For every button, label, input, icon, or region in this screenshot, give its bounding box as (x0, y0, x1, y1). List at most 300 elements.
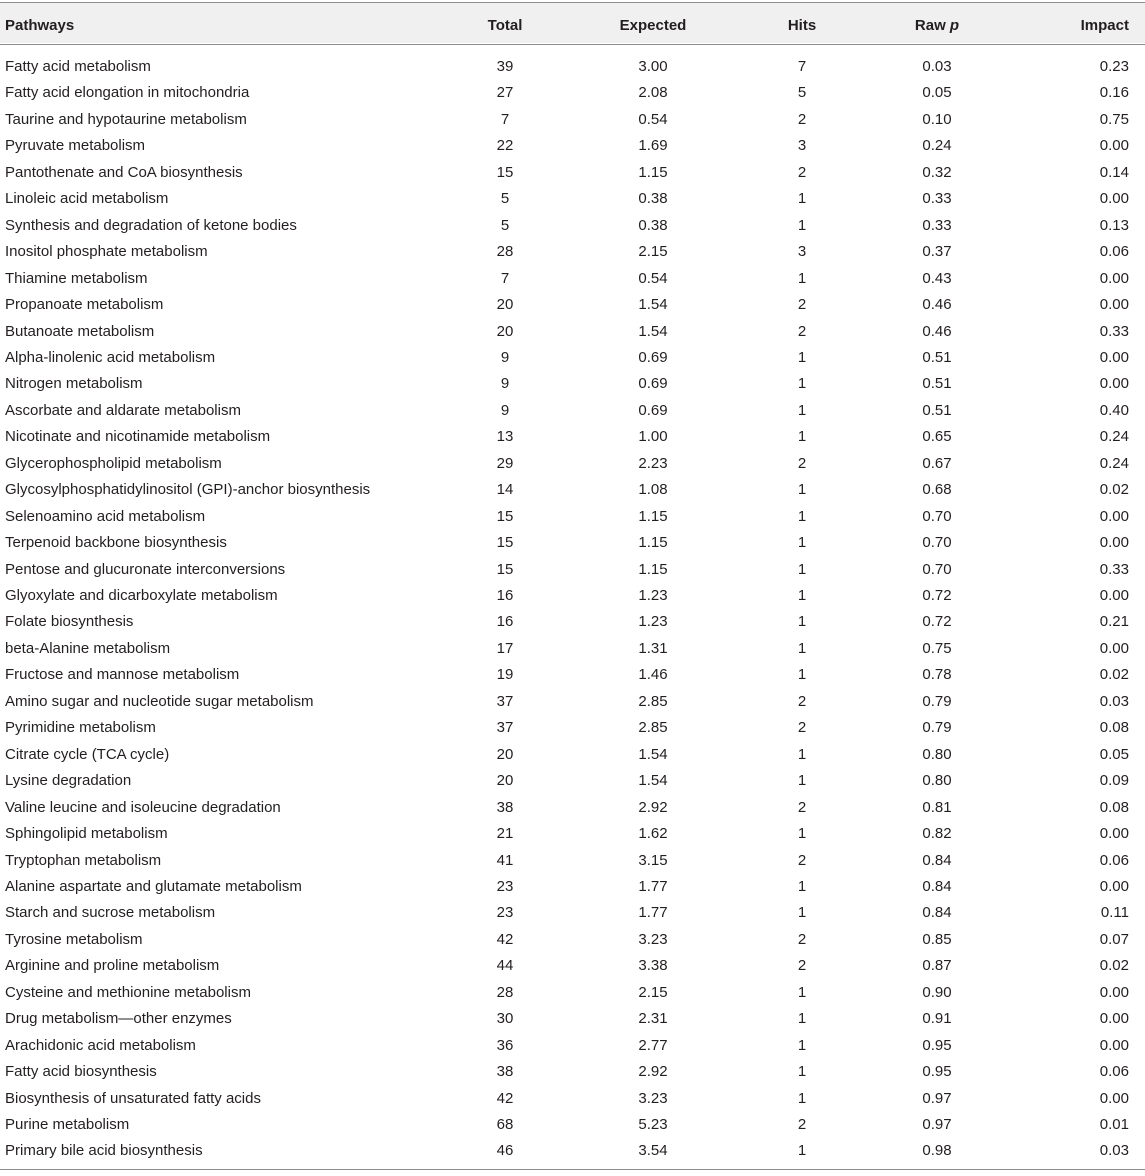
cell-hits: 2 (797, 110, 807, 128)
table-row (0, 427, 1145, 453)
cell-hits: 2 (797, 1116, 807, 1133)
cell-raw-p: 0.10 (922, 110, 952, 128)
table-row (0, 639, 1145, 665)
cell-expected: 0.69 (638, 348, 668, 366)
cell-impact: 0.24 (1099, 454, 1129, 472)
table-row (0, 1062, 1145, 1088)
cell-total: 30 (496, 1010, 514, 1028)
cell-total: 5 (500, 216, 510, 234)
cell-pathway: Pyrimidine metabolism (5, 719, 156, 737)
cell-raw-p: 0.87 (922, 957, 952, 975)
table-row (0, 930, 1145, 956)
cell-raw-p: 0.84 (922, 851, 952, 869)
cell-raw-p: 0.85 (922, 930, 952, 948)
table-row (0, 903, 1145, 929)
cell-impact: 0.02 (1099, 481, 1129, 499)
cell-total: 19 (496, 666, 514, 684)
cell-raw-p: 0.80 (922, 772, 952, 790)
cell-expected: 2.92 (638, 1063, 668, 1081)
cell-raw-p: 0.65 (922, 428, 952, 446)
header-impact: Impact (1080, 17, 1129, 34)
cell-pathway: Butanoate metabolism (5, 322, 155, 340)
cell-hits: 1 (797, 190, 807, 208)
cell-pathway: Arginine and proline metabolism (5, 957, 220, 975)
table-row (0, 1141, 1145, 1167)
cell-hits: 1 (797, 216, 807, 234)
cell-expected: 1.54 (638, 296, 668, 314)
cell-hits: 5 (797, 84, 807, 102)
cell-impact: 0.00 (1099, 825, 1129, 843)
cell-pathway: beta-Alanine metabolism (5, 639, 171, 657)
cell-pathway: Arachidonic acid metabolism (5, 1036, 196, 1054)
cell-raw-p: 0.75 (922, 639, 952, 657)
cell-expected: 1.77 (638, 877, 668, 895)
cell-hits: 1 (797, 983, 807, 1001)
header-pathways: Pathways (5, 17, 75, 34)
cell-impact: 0.05 (1099, 745, 1129, 763)
cell-expected: 2.23 (638, 454, 668, 472)
cell-pathway: Linoleic acid metabolism (5, 190, 169, 208)
cell-total: 42 (496, 1089, 514, 1107)
table-row (0, 454, 1145, 480)
cell-pathway: Inositol phosphate metabolism (5, 243, 208, 261)
table-row (0, 956, 1145, 982)
cell-total: 15 (496, 534, 514, 552)
cell-total: 9 (500, 348, 510, 366)
cell-total: 20 (496, 322, 514, 340)
cell-hits: 1 (797, 428, 807, 446)
cell-impact: 0.00 (1099, 348, 1129, 366)
cell-expected: 2.85 (638, 719, 668, 737)
cell-impact: 0.00 (1099, 639, 1129, 657)
cell-raw-p: 0.33 (922, 190, 952, 208)
header-rule (0, 44, 1145, 45)
table-row (0, 1036, 1145, 1062)
table-row (0, 348, 1145, 374)
cell-pathway: Taurine and hypotaurine metabolism (5, 110, 247, 128)
cell-impact: 0.13 (1099, 216, 1129, 234)
cell-expected: 2.08 (638, 84, 668, 102)
cell-pathway: Pyruvate metabolism (5, 137, 146, 155)
cell-total: 68 (496, 1116, 514, 1133)
table-row (0, 136, 1145, 162)
cell-impact: 0.00 (1099, 1036, 1129, 1054)
table-row (0, 718, 1145, 744)
cell-pathway: Primary bile acid biosynthesis (5, 1142, 203, 1160)
cell-impact: 0.11 (1100, 904, 1129, 922)
cell-expected: 1.54 (638, 772, 668, 790)
cell-impact: 0.06 (1099, 851, 1129, 869)
cell-hits: 1 (797, 348, 807, 366)
cell-pathway: Drug metabolism—other enzymes (5, 1010, 232, 1028)
cell-pathway: Fatty acid metabolism (5, 58, 151, 75)
cell-pathway: Pentose and glucuronate interconversions (5, 560, 286, 578)
cell-impact: 0.03 (1099, 1142, 1129, 1160)
cell-expected: 1.62 (638, 825, 668, 843)
cell-pathway: Glycerophospholipid metabolism (5, 454, 222, 472)
cell-pathway: Sphingolipid metabolism (5, 825, 168, 843)
table-row (0, 189, 1145, 215)
cell-total: 7 (500, 110, 510, 128)
cell-impact: 0.00 (1099, 507, 1129, 525)
cell-total: 36 (496, 1036, 514, 1054)
cell-pathway: Amino sugar and nucleotide sugar metabolism (5, 692, 314, 710)
cell-total: 9 (500, 375, 510, 393)
cell-impact: 0.40 (1099, 401, 1129, 419)
table-row (0, 771, 1145, 797)
cell-total: 20 (496, 772, 514, 790)
cell-impact: 0.07 (1099, 930, 1129, 948)
cell-impact: 0.00 (1099, 190, 1129, 208)
cell-hits: 1 (797, 1089, 807, 1107)
cell-raw-p: 0.97 (922, 1116, 952, 1133)
cell-hits: 3 (797, 137, 807, 155)
cell-raw-p: 0.72 (922, 587, 952, 604)
cell-raw-p: 0.24 (922, 137, 952, 155)
table-header (0, 3, 1145, 43)
cell-total: 27 (496, 84, 514, 102)
cell-total: 16 (496, 587, 514, 604)
cell-pathway: Biosynthesis of unsaturated fatty acids (5, 1089, 261, 1107)
cell-hits: 2 (797, 798, 807, 816)
cell-raw-p: 0.79 (922, 719, 952, 737)
cell-raw-p: 0.72 (922, 613, 952, 631)
cell-total: 28 (496, 243, 514, 261)
cell-raw-p: 0.67 (922, 454, 952, 472)
cell-pathway: Purine metabolism (5, 1116, 130, 1133)
cell-hits: 1 (797, 507, 807, 525)
table-row (0, 533, 1145, 559)
cell-hits: 1 (797, 401, 807, 419)
cell-raw-p: 0.79 (922, 692, 952, 710)
cell-raw-p: 0.03 (922, 58, 952, 75)
cell-expected: 2.85 (638, 692, 668, 710)
cell-pathway: Tryptophan metabolism (5, 851, 162, 869)
header-p-label: p (949, 17, 960, 34)
table-row (0, 242, 1145, 268)
cell-expected: 3.54 (638, 1142, 668, 1160)
cell-pathway: Fatty acid biosynthesis (5, 1063, 157, 1081)
cell-raw-p: 0.84 (922, 877, 952, 895)
cell-impact: 0.75 (1099, 110, 1129, 128)
cell-hits: 2 (797, 454, 807, 472)
top-rule (0, 2, 1145, 3)
cell-pathway: Valine leucine and isoleucine degradation (5, 798, 281, 816)
table-row (0, 507, 1145, 533)
table-row (0, 692, 1145, 718)
cell-hits: 2 (797, 719, 807, 737)
cell-impact: 0.00 (1099, 269, 1129, 287)
cell-impact: 0.24 (1099, 428, 1129, 446)
cell-expected: 1.15 (638, 507, 668, 525)
cell-raw-p: 0.95 (922, 1036, 952, 1054)
cell-raw-p: 0.70 (922, 534, 952, 552)
table-row (0, 745, 1145, 771)
cell-total: 22 (496, 137, 514, 155)
cell-pathway: Alpha-linolenic acid metabolism (5, 348, 216, 366)
cell-expected: 1.54 (638, 745, 668, 763)
cell-total: 39 (496, 58, 514, 75)
cell-impact: 0.00 (1099, 137, 1129, 155)
cell-expected: 1.00 (638, 428, 668, 446)
cell-impact: 0.33 (1099, 560, 1129, 578)
cell-pathway: Synthesis and degradation of ketone bodies (5, 216, 297, 234)
cell-pathway: Folate biosynthesis (5, 613, 134, 631)
table-row (0, 851, 1145, 877)
table-row (0, 612, 1145, 638)
cell-total: 14 (496, 481, 514, 499)
cell-pathway: Ascorbate and aldarate metabolism (5, 401, 241, 419)
cell-hits: 1 (797, 534, 807, 552)
cell-raw-p: 0.95 (922, 1063, 952, 1081)
cell-pathway: Pantothenate and CoA biosynthesis (5, 163, 243, 181)
cell-hits: 7 (797, 58, 807, 75)
table-row (0, 401, 1145, 427)
cell-hits: 1 (797, 639, 807, 657)
cell-impact: 0.08 (1099, 798, 1129, 816)
cell-expected: 3.23 (638, 930, 668, 948)
cell-pathway: Nicotinate and nicotinamide metabolism (5, 428, 271, 446)
table-row (0, 295, 1145, 321)
cell-impact: 0.16 (1099, 84, 1129, 102)
table-row (0, 163, 1145, 189)
cell-total: 23 (496, 904, 514, 922)
cell-raw-p: 0.81 (922, 798, 952, 816)
cell-total: 20 (496, 745, 514, 763)
cell-raw-p: 0.37 (922, 243, 952, 261)
cell-pathway: Glyoxylate and dicarboxylate metabolism (5, 587, 278, 604)
cell-total: 15 (496, 507, 514, 525)
cell-expected: 1.15 (638, 560, 668, 578)
cell-pathway: Fatty acid elongation in mitochondria (5, 84, 250, 102)
header-expected: Expected (619, 17, 687, 34)
cell-impact: 0.03 (1099, 692, 1129, 710)
cell-expected: 0.54 (638, 269, 668, 287)
cell-impact: 0.00 (1099, 534, 1129, 552)
cell-hits: 2 (797, 296, 807, 314)
cell-raw-p: 0.98 (922, 1142, 952, 1160)
cell-hits: 2 (797, 692, 807, 710)
table-row (0, 322, 1145, 348)
cell-impact: 0.00 (1099, 1089, 1129, 1107)
table-row (0, 83, 1145, 109)
cell-total: 23 (496, 877, 514, 895)
cell-hits: 2 (797, 163, 807, 181)
cell-raw-p: 0.82 (922, 825, 952, 843)
table-row (0, 1115, 1145, 1141)
cell-expected: 0.38 (638, 216, 668, 234)
cell-impact: 0.21 (1099, 613, 1129, 631)
cell-raw-p: 0.46 (922, 296, 952, 314)
cell-expected: 1.23 (638, 587, 668, 604)
cell-hits: 1 (797, 613, 807, 631)
table-row (0, 269, 1145, 295)
cell-impact: 0.00 (1099, 375, 1129, 393)
cell-raw-p: 0.43 (922, 269, 952, 287)
table-row (0, 798, 1145, 824)
cell-pathway: Propanoate metabolism (5, 296, 164, 314)
cell-impact: 0.06 (1099, 1063, 1129, 1081)
cell-total: 37 (496, 692, 514, 710)
cell-total: 5 (500, 190, 510, 208)
cell-hits: 3 (797, 243, 807, 261)
cell-expected: 1.77 (638, 904, 668, 922)
cell-total: 17 (496, 639, 514, 657)
table-row (0, 1089, 1145, 1115)
table-row (0, 983, 1145, 1009)
header-hits: Hits (787, 17, 817, 34)
cell-total: 13 (496, 428, 514, 446)
header-raw-label: Raw (914, 17, 946, 34)
cell-hits: 1 (797, 877, 807, 895)
cell-expected: 1.15 (638, 163, 668, 181)
cell-expected: 3.15 (638, 851, 668, 869)
cell-expected: 1.15 (638, 534, 668, 552)
cell-expected: 2.15 (638, 983, 668, 1001)
cell-total: 41 (496, 851, 514, 869)
cell-expected: 5.23 (638, 1116, 668, 1133)
cell-impact: 0.14 (1099, 163, 1129, 181)
table-row (0, 110, 1145, 136)
cell-raw-p: 0.46 (922, 322, 952, 340)
cell-total: 38 (496, 1063, 514, 1081)
cell-hits: 1 (797, 587, 807, 604)
table-row (0, 824, 1145, 850)
cell-expected: 2.92 (638, 798, 668, 816)
cell-hits: 1 (797, 772, 807, 790)
cell-total: 37 (496, 719, 514, 737)
table-row (0, 480, 1145, 506)
table-row (0, 877, 1145, 903)
cell-hits: 1 (797, 1063, 807, 1081)
cell-hits: 2 (797, 851, 807, 869)
cell-total: 21 (496, 825, 514, 843)
cell-expected: 1.23 (638, 613, 668, 631)
table-row (0, 216, 1145, 242)
cell-pathway: Starch and sucrose metabolism (5, 904, 216, 922)
cell-hits: 1 (797, 745, 807, 763)
cell-total: 7 (500, 269, 510, 287)
cell-expected: 0.54 (638, 110, 668, 128)
cell-hits: 2 (797, 957, 807, 975)
cell-hits: 1 (797, 1142, 807, 1160)
cell-raw-p: 0.70 (922, 560, 952, 578)
cell-impact: 0.06 (1099, 243, 1129, 261)
cell-total: 42 (496, 930, 514, 948)
cell-expected: 1.31 (638, 639, 668, 657)
cell-raw-p: 0.70 (922, 507, 952, 525)
cell-impact: 0.00 (1099, 587, 1129, 604)
cell-raw-p: 0.51 (922, 348, 952, 366)
cell-total: 16 (496, 613, 514, 631)
cell-hits: 1 (797, 666, 807, 684)
cell-raw-p: 0.05 (922, 84, 952, 102)
cell-pathway: Fructose and mannose metabolism (5, 666, 240, 684)
cell-hits: 1 (797, 269, 807, 287)
cell-expected: 0.69 (638, 375, 668, 393)
cell-raw-p: 0.78 (922, 666, 952, 684)
cell-total: 29 (496, 454, 514, 472)
cell-hits: 1 (797, 904, 807, 922)
cell-raw-p: 0.51 (922, 375, 952, 393)
cell-expected: 0.38 (638, 190, 668, 208)
cell-impact: 0.00 (1099, 877, 1129, 895)
cell-raw-p: 0.51 (922, 401, 952, 419)
cell-expected: 3.38 (638, 957, 668, 975)
cell-raw-p: 0.84 (922, 904, 952, 922)
table-row (0, 1009, 1145, 1035)
cell-impact: 0.00 (1099, 1010, 1129, 1028)
cell-raw-p: 0.97 (922, 1089, 952, 1107)
cell-expected: 3.00 (638, 58, 668, 75)
cell-total: 15 (496, 163, 514, 181)
table-row (0, 374, 1145, 400)
cell-pathway: Selenoamino acid metabolism (5, 507, 206, 525)
table-row (0, 665, 1145, 691)
cell-hits: 1 (797, 375, 807, 393)
cell-impact: 0.33 (1099, 322, 1129, 340)
cell-hits: 1 (797, 825, 807, 843)
cell-expected: 2.15 (638, 243, 668, 261)
cell-total: 44 (496, 957, 514, 975)
cell-impact: 0.02 (1099, 666, 1129, 684)
cell-total: 38 (496, 798, 514, 816)
cell-expected: 2.31 (638, 1010, 668, 1028)
cell-impact: 0.00 (1099, 296, 1129, 314)
cell-total: 28 (496, 983, 514, 1001)
cell-hits: 1 (797, 560, 807, 578)
cell-pathway: Glycosylphosphatidylinositol (GPI)-anchor biosynthesis (5, 481, 371, 499)
cell-pathway: Lysine degradation (5, 772, 132, 790)
cell-impact: 0.01 (1099, 1116, 1129, 1133)
cell-expected: 2.77 (638, 1036, 668, 1054)
cell-raw-p: 0.91 (922, 1010, 952, 1028)
cell-hits: 1 (797, 481, 807, 499)
cell-raw-p: 0.32 (922, 163, 952, 181)
cell-expected: 1.69 (638, 137, 668, 155)
cell-total: 9 (500, 401, 510, 419)
cell-hits: 2 (797, 930, 807, 948)
cell-expected: 3.23 (638, 1089, 668, 1107)
cell-total: 46 (496, 1142, 514, 1160)
cell-expected: 1.54 (638, 322, 668, 340)
cell-pathway: Tyrosine metabolism (5, 930, 143, 948)
cell-total: 15 (496, 560, 514, 578)
cell-hits: 2 (797, 322, 807, 340)
cell-impact: 0.09 (1099, 772, 1129, 790)
cell-expected: 1.08 (638, 481, 668, 499)
cell-total: 20 (496, 296, 514, 314)
cell-hits: 1 (797, 1010, 807, 1028)
cell-raw-p: 0.33 (922, 216, 952, 234)
cell-hits: 1 (797, 1036, 807, 1054)
cell-raw-p: 0.90 (922, 983, 952, 1001)
cell-pathway: Cysteine and methionine metabolism (5, 983, 251, 1001)
cell-pathway: Thiamine metabolism (5, 269, 148, 287)
cell-expected: 0.69 (638, 401, 668, 419)
table-row (0, 586, 1145, 612)
table-row (0, 560, 1145, 586)
cell-raw-p: 0.68 (922, 481, 952, 499)
bottom-rule (0, 1169, 1145, 1170)
cell-pathway: Citrate cycle (TCA cycle) (5, 745, 170, 763)
cell-impact: 0.02 (1099, 957, 1129, 975)
cell-expected: 1.46 (638, 666, 668, 684)
cell-impact: 0.00 (1099, 983, 1129, 1001)
cell-impact: 0.08 (1099, 719, 1129, 737)
cell-pathway: Nitrogen metabolism (5, 375, 143, 393)
cell-impact: 0.23 (1099, 58, 1129, 75)
